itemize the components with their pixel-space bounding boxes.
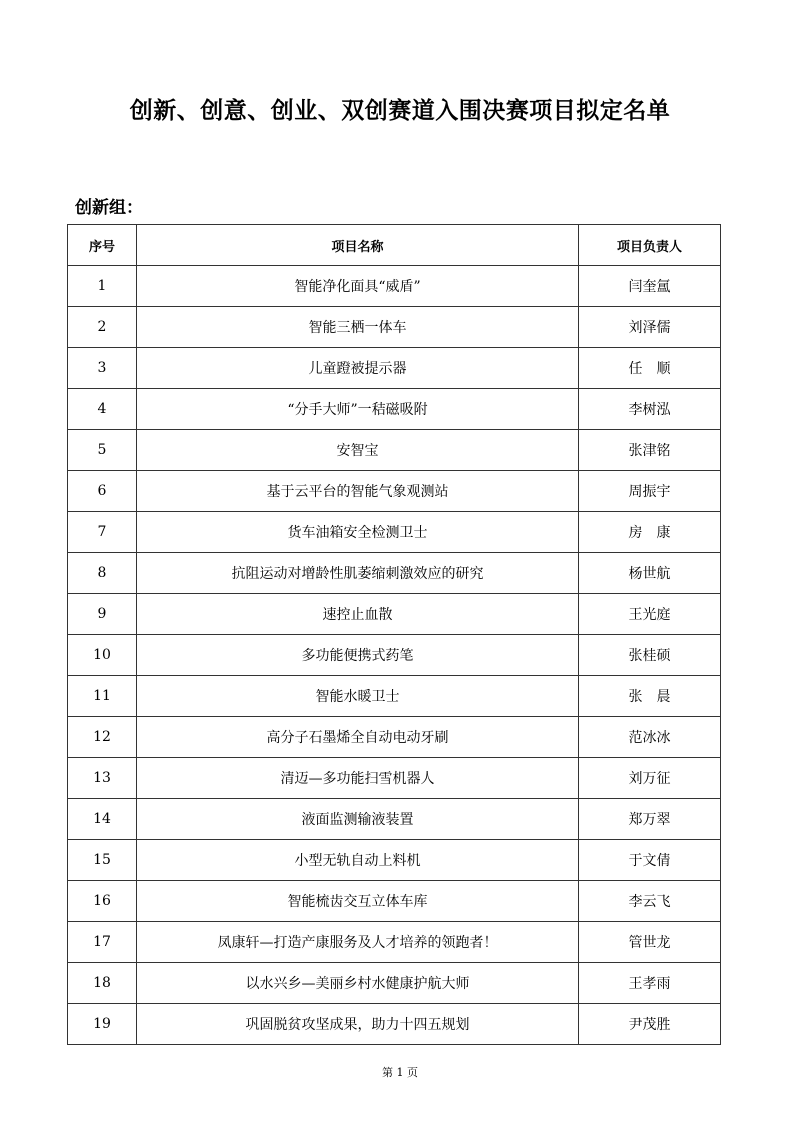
table-row — [68, 963, 721, 1004]
project-table — [67, 224, 721, 1045]
row-seq: 17 — [68, 922, 137, 963]
table-row — [68, 430, 721, 471]
row-project-name: 智能梳齿交互立体车库 — [137, 881, 579, 922]
row-seq: 19 — [68, 1004, 137, 1045]
row-seq: 7 — [68, 512, 137, 553]
table-row — [68, 553, 721, 594]
row-project-lead: 张桂硕 — [579, 635, 721, 676]
row-project-lead: 刘万征 — [579, 758, 721, 799]
row-seq: 2 — [68, 307, 137, 348]
row-project-name: “分手大师”一秸磁吸附 — [137, 389, 579, 430]
table-row — [68, 307, 721, 348]
table-row — [68, 348, 721, 389]
row-project-name: 智能三栖一体车 — [137, 307, 579, 348]
page-number: 第 1 页 — [382, 1066, 418, 1079]
row-project-lead: 王孝雨 — [579, 963, 721, 1004]
table-row — [68, 840, 721, 881]
row-project-lead: 范冰冰 — [579, 717, 721, 758]
row-project-name: 基于云平台的智能气象观测站 — [137, 471, 579, 512]
table-row — [68, 512, 721, 553]
row-project-name: 货车油箱安全检测卫士 — [137, 512, 579, 553]
table-row — [68, 676, 721, 717]
row-project-lead: 闫奎氲 — [579, 266, 721, 307]
row-seq: 14 — [68, 799, 137, 840]
row-project-lead: 周振宇 — [579, 471, 721, 512]
row-project-name: 速控止血散 — [137, 594, 579, 635]
row-project-lead: 杨世航 — [579, 553, 721, 594]
table-row — [68, 799, 721, 840]
table-row — [68, 389, 721, 430]
page-title: 创新、创意、创业、双创赛道入围决赛项目拟定名单 — [129, 98, 671, 124]
table-row — [68, 758, 721, 799]
row-project-name: 安智宝 — [137, 430, 579, 471]
table-row — [68, 717, 721, 758]
row-project-name: 液面监测输液装置 — [137, 799, 579, 840]
row-project-lead: 管世龙 — [579, 922, 721, 963]
row-project-name: 儿童蹬被提示器 — [137, 348, 579, 389]
row-project-name: 抗阻运动对增龄性肌萎缩刺激效应的研究 — [137, 553, 579, 594]
row-seq: 15 — [68, 840, 137, 881]
row-seq: 10 — [68, 635, 137, 676]
header-seq: 序号 — [68, 225, 137, 266]
table-row — [68, 266, 721, 307]
row-project-name: 以水兴乡—美丽乡村水健康护航大师 — [137, 963, 579, 1004]
row-seq: 5 — [68, 430, 137, 471]
row-project-lead: 张 晨 — [579, 676, 721, 717]
table-row — [68, 1004, 721, 1045]
row-seq: 8 — [68, 553, 137, 594]
row-seq: 12 — [68, 717, 137, 758]
table-row — [68, 881, 721, 922]
row-seq: 9 — [68, 594, 137, 635]
row-project-name: 高分子石墨烯全自动电动牙刷 — [137, 717, 579, 758]
row-seq: 18 — [68, 963, 137, 1004]
row-seq: 16 — [68, 881, 137, 922]
table-header-row — [68, 225, 721, 266]
row-project-lead: 任 顺 — [579, 348, 721, 389]
row-project-name: 小型无轨自动上料机 — [137, 840, 579, 881]
row-project-name: 清迈—多功能扫雪机器人 — [137, 758, 579, 799]
section-heading: 创新组： — [75, 198, 143, 218]
row-seq: 6 — [68, 471, 137, 512]
row-project-lead: 张津铭 — [579, 430, 721, 471]
table-row — [68, 635, 721, 676]
row-project-lead: 刘泽儒 — [579, 307, 721, 348]
header-project-name: 项目名称 — [137, 225, 579, 266]
row-project-lead: 李云飞 — [579, 881, 721, 922]
row-project-lead: 尹茂胜 — [579, 1004, 721, 1045]
row-project-lead: 房 康 — [579, 512, 721, 553]
row-seq: 1 — [68, 266, 137, 307]
table-row — [68, 471, 721, 512]
row-seq: 3 — [68, 348, 137, 389]
table-row — [68, 594, 721, 635]
header-project-lead: 项目负责人 — [579, 225, 721, 266]
row-seq: 4 — [68, 389, 137, 430]
row-seq: 13 — [68, 758, 137, 799]
row-project-lead: 李树泓 — [579, 389, 721, 430]
row-project-lead: 于文倩 — [579, 840, 721, 881]
table-row — [68, 922, 721, 963]
row-seq: 11 — [68, 676, 137, 717]
row-project-name: 巩固脱贫攻坚成果，助力十四五规划 — [137, 1004, 579, 1045]
row-project-name: 多功能便携式药笔 — [137, 635, 579, 676]
row-project-lead: 郑万翠 — [579, 799, 721, 840]
row-project-name: 凤康轩—打造产康服务及人才培养的领跑者！ — [137, 922, 579, 963]
row-project-name: 智能水暖卫士 — [137, 676, 579, 717]
row-project-lead: 王光庭 — [579, 594, 721, 635]
row-project-name: 智能净化面具“威盾” — [137, 266, 579, 307]
